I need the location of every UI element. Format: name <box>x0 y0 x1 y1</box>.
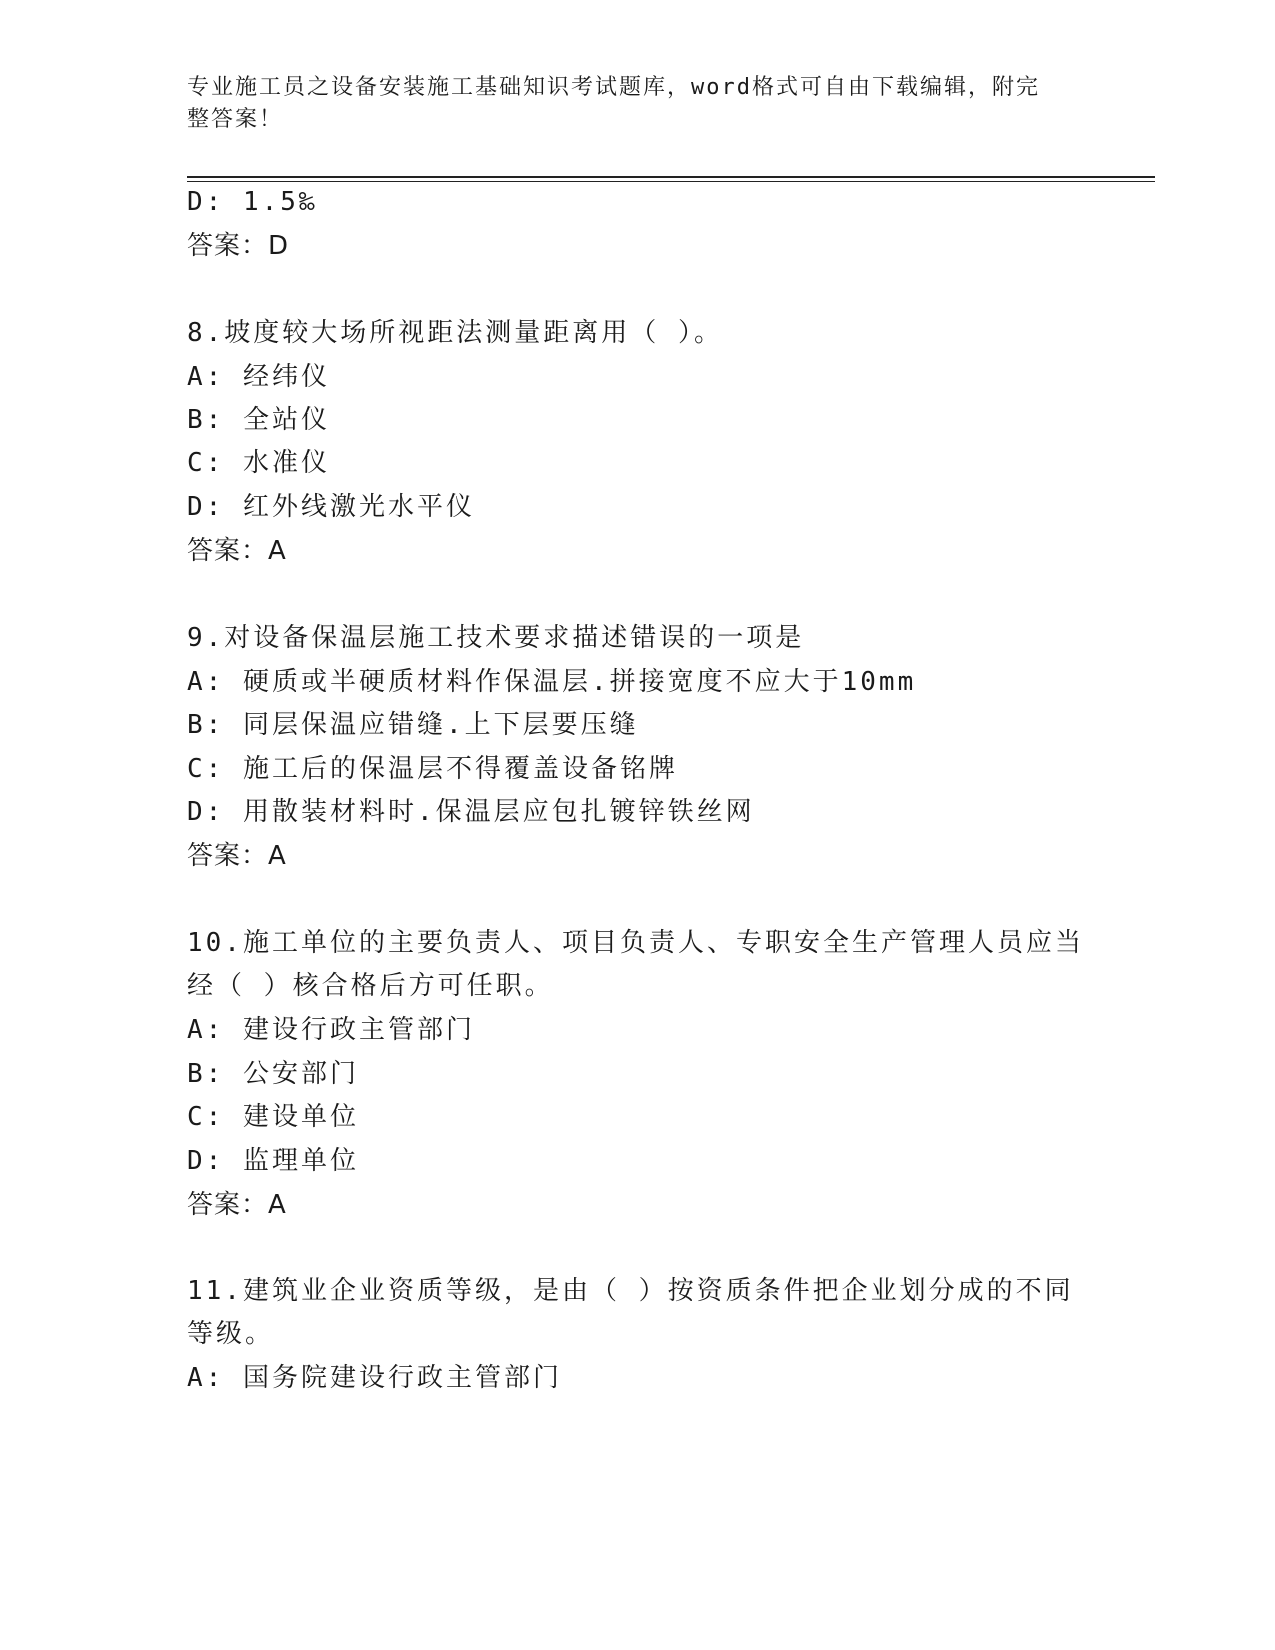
header-title-line-1: 专业施工员之设备安装施工基础知识考试题库，word格式可自由下载编辑，附完 <box>187 75 1040 100</box>
header-title-line-2: 整答案！ <box>187 107 284 132</box>
q9-answer: 答案：A <box>187 841 287 871</box>
header-divider-thick <box>187 176 1155 178</box>
prev-answer: 答案：D <box>187 231 290 261</box>
q10-option-d: D: 监理单位 <box>187 1146 359 1176</box>
q9-option-b: B: 同层保温应错缝.上下层要压缝 <box>187 710 639 740</box>
header-divider-thin <box>187 181 1155 182</box>
q8-stem: 8.坡度较大场所视距法测量距离用（ ）。 <box>187 318 723 348</box>
q10-answer: 答案：A <box>187 1190 287 1220</box>
q11-stem-line-2: 等级。 <box>187 1319 275 1349</box>
q9-stem: 9.对设备保温层施工技术要求描述错误的一项是 <box>187 623 805 653</box>
q9-option-a: A: 硬质或半硬质材料作保温层.拼接宽度不应大于10mm <box>187 667 917 697</box>
q10-option-c: C: 建设单位 <box>187 1102 359 1132</box>
q9-option-c: C: 施工后的保温层不得覆盖设备铭牌 <box>187 754 678 784</box>
q11-stem-line-1: 11.建筑业企业资质等级，是由（ ）按资质条件把企业划分成的不同 <box>187 1276 1074 1306</box>
q10-stem-line-2: 经（ ）核合格后方可任职。 <box>187 971 554 1001</box>
q11-option-a: A: 国务院建设行政主管部门 <box>187 1363 562 1393</box>
q10-option-a: A: 建设行政主管部门 <box>187 1015 475 1045</box>
q8-option-c: C: 水准仪 <box>187 448 330 478</box>
q8-answer: 答案：A <box>187 536 287 566</box>
q10-option-b: B: 公安部门 <box>187 1059 359 1089</box>
page-header <box>187 72 1087 136</box>
prev-option-d: D: 1.5‰ <box>187 187 318 217</box>
q8-option-a: A: 经纬仪 <box>187 362 330 392</box>
q8-option-d: D: 红外线激光水平仪 <box>187 492 475 522</box>
q8-option-b: B: 全站仪 <box>187 405 330 435</box>
q10-stem-line-1: 10.施工单位的主要负责人、项目负责人、专职安全生产管理人员应当 <box>187 928 1084 958</box>
q9-option-d: D: 用散装材料时.保温层应包扎镀锌铁丝网 <box>187 797 755 827</box>
